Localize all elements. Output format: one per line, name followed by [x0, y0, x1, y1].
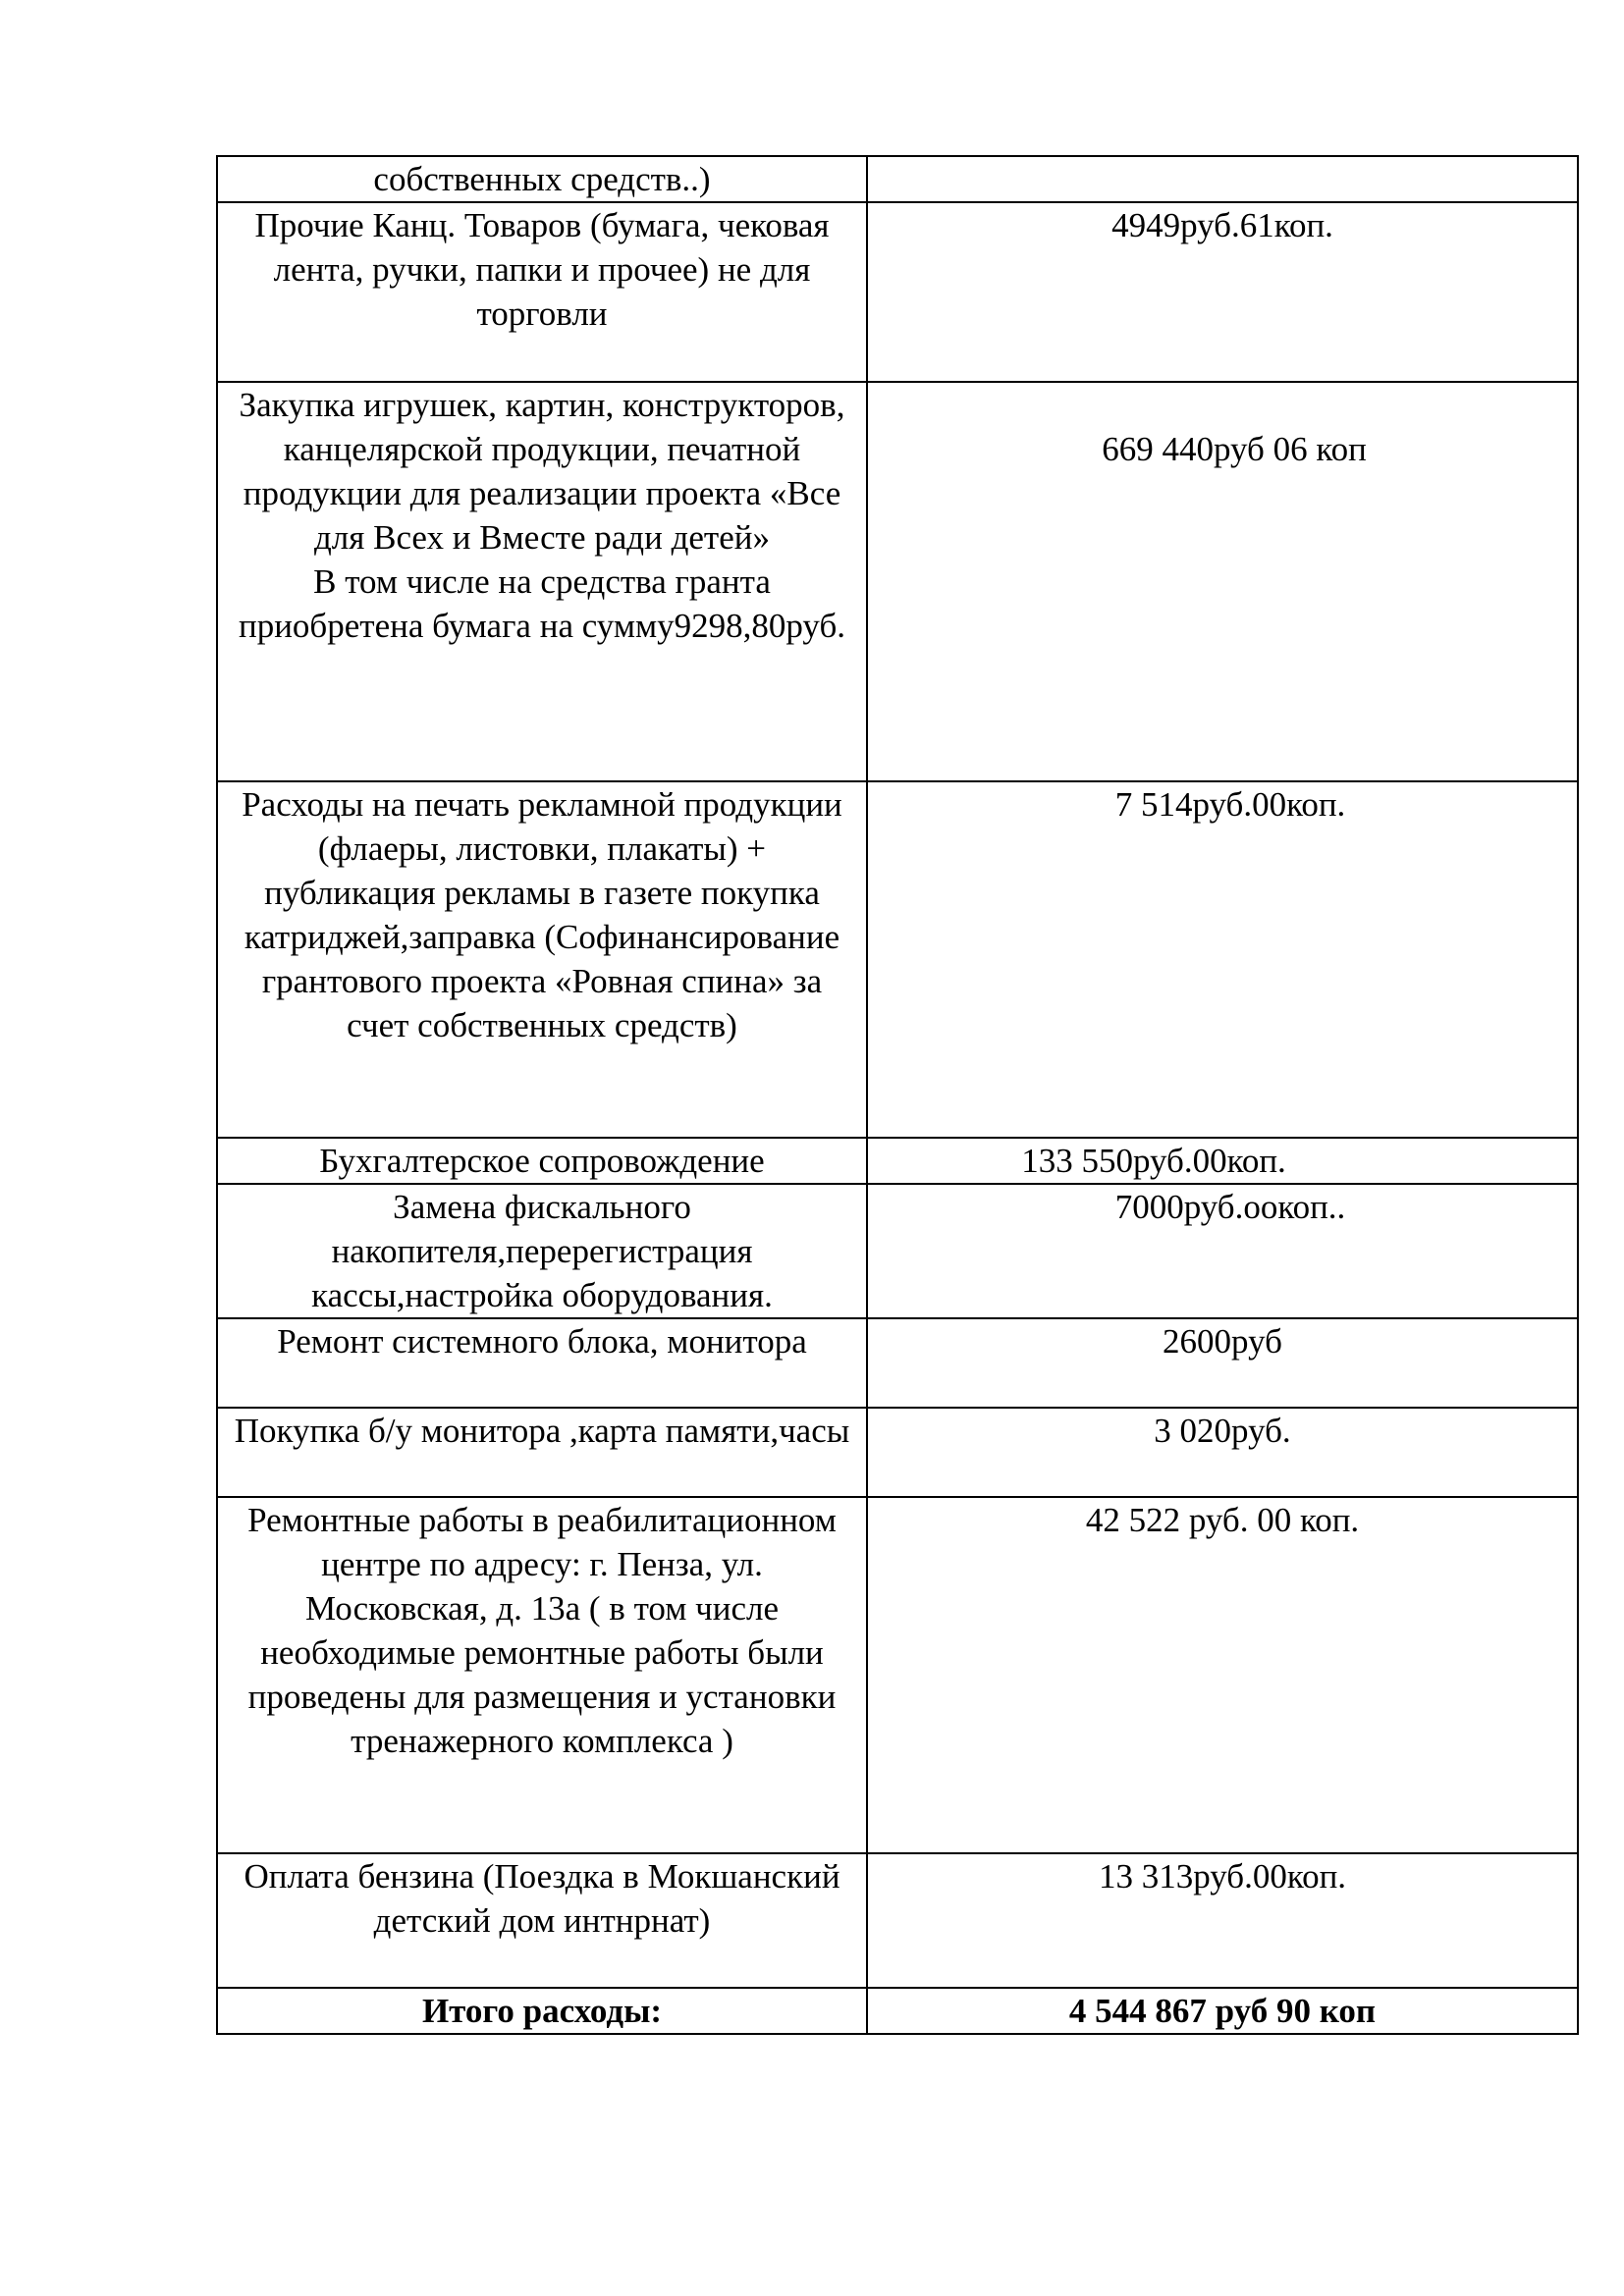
table-row	[217, 1497, 1578, 1853]
expense-amount-text: 7000руб.оокоп..	[1114, 1188, 1346, 1226]
expense-amount-cell	[867, 1853, 1578, 1988]
table-row	[217, 382, 1578, 781]
expense-amount-cell	[867, 1184, 1578, 1318]
expense-amount-text: 42 522 руб. 00 коп.	[1085, 1501, 1360, 1539]
expense-amount-cell	[867, 202, 1578, 382]
expense-item-cell: Бухгалтерское сопровождение	[217, 1138, 867, 1184]
table-row	[217, 1408, 1578, 1497]
total-amount: 4 544 867 руб 90 коп	[867, 1988, 1578, 2034]
table-row	[217, 1184, 1578, 1318]
expense-amount-text: 3 020руб.	[1154, 1412, 1291, 1450]
expense-amount-cell	[867, 1318, 1578, 1408]
expense-amount-cell	[867, 1497, 1578, 1853]
table-row	[217, 1318, 1578, 1408]
expense-amount-text: 13 313руб.00коп.	[1098, 1857, 1347, 1896]
expense-amount-text: 7 514руб.00коп.	[1114, 785, 1346, 824]
total-label: Итого расходы:	[217, 1988, 867, 2034]
expense-amount-cell	[867, 156, 1578, 202]
table-row	[217, 202, 1578, 382]
expense-amount-cell	[867, 382, 1578, 781]
expense-amount-text: 133 550руб.00коп.	[1021, 1142, 1286, 1180]
expense-item-cell: Закупка игрушек, картин, конструкторов, канцелярской продукции, печатной продукции для реализации проекта «Все для Всех и Вместе ради детей» В том числе на средства гранта приобретена бумага на сумму9298,80руб.	[217, 382, 867, 781]
expenses-table	[216, 155, 1579, 2035]
expense-amount-cell	[867, 1138, 1578, 1184]
table-row	[217, 1138, 1578, 1184]
expense-item-cell: Расходы на печать рекламной продукции (флаеры, листовки, плакаты) + публикация рекламы в газете покупка катриджей,заправка (Софинансирование грантового проекта «Ровная спина» за счет собственных средств)	[217, 781, 867, 1138]
expense-item-cell: Ремонтные работы в реабилитационном центре по адресу: г. Пенза, ул. Московская, д. 13а ( в том числе необходимые ремонтные работы были проведены для размещения и установки тренажерного комплекса )	[217, 1497, 867, 1853]
expense-item-cell: Прочие Канц. Товаров (бумага, чековая лента, ручки, папки и прочее) не для торговли	[217, 202, 867, 382]
expense-item-cell: Покупка б/у монитора ,карта памяти,часы	[217, 1408, 867, 1497]
total-row	[217, 1988, 1578, 2034]
expense-item-cell: собственных средств..)	[217, 156, 867, 202]
expense-amount-text: 669 440руб 06 коп	[1102, 430, 1367, 468]
table-row	[217, 156, 1578, 202]
table-row	[217, 781, 1578, 1138]
expense-amount-cell	[867, 781, 1578, 1138]
table-row	[217, 1853, 1578, 1988]
expense-amount-cell	[867, 1408, 1578, 1497]
expense-item-cell: Замена фискального накопителя,перерегистрация кассы,настройка оборудования.	[217, 1184, 867, 1318]
expense-amount-text: 4949руб.61коп.	[1111, 206, 1333, 244]
expense-amount-text: 2600руб	[1163, 1322, 1282, 1361]
expense-item-cell: Ремонт системного блока, монитора	[217, 1318, 867, 1408]
expense-item-cell: Оплата бензина (Поездка в Мокшанский детский дом интнрнат)	[217, 1853, 867, 1988]
